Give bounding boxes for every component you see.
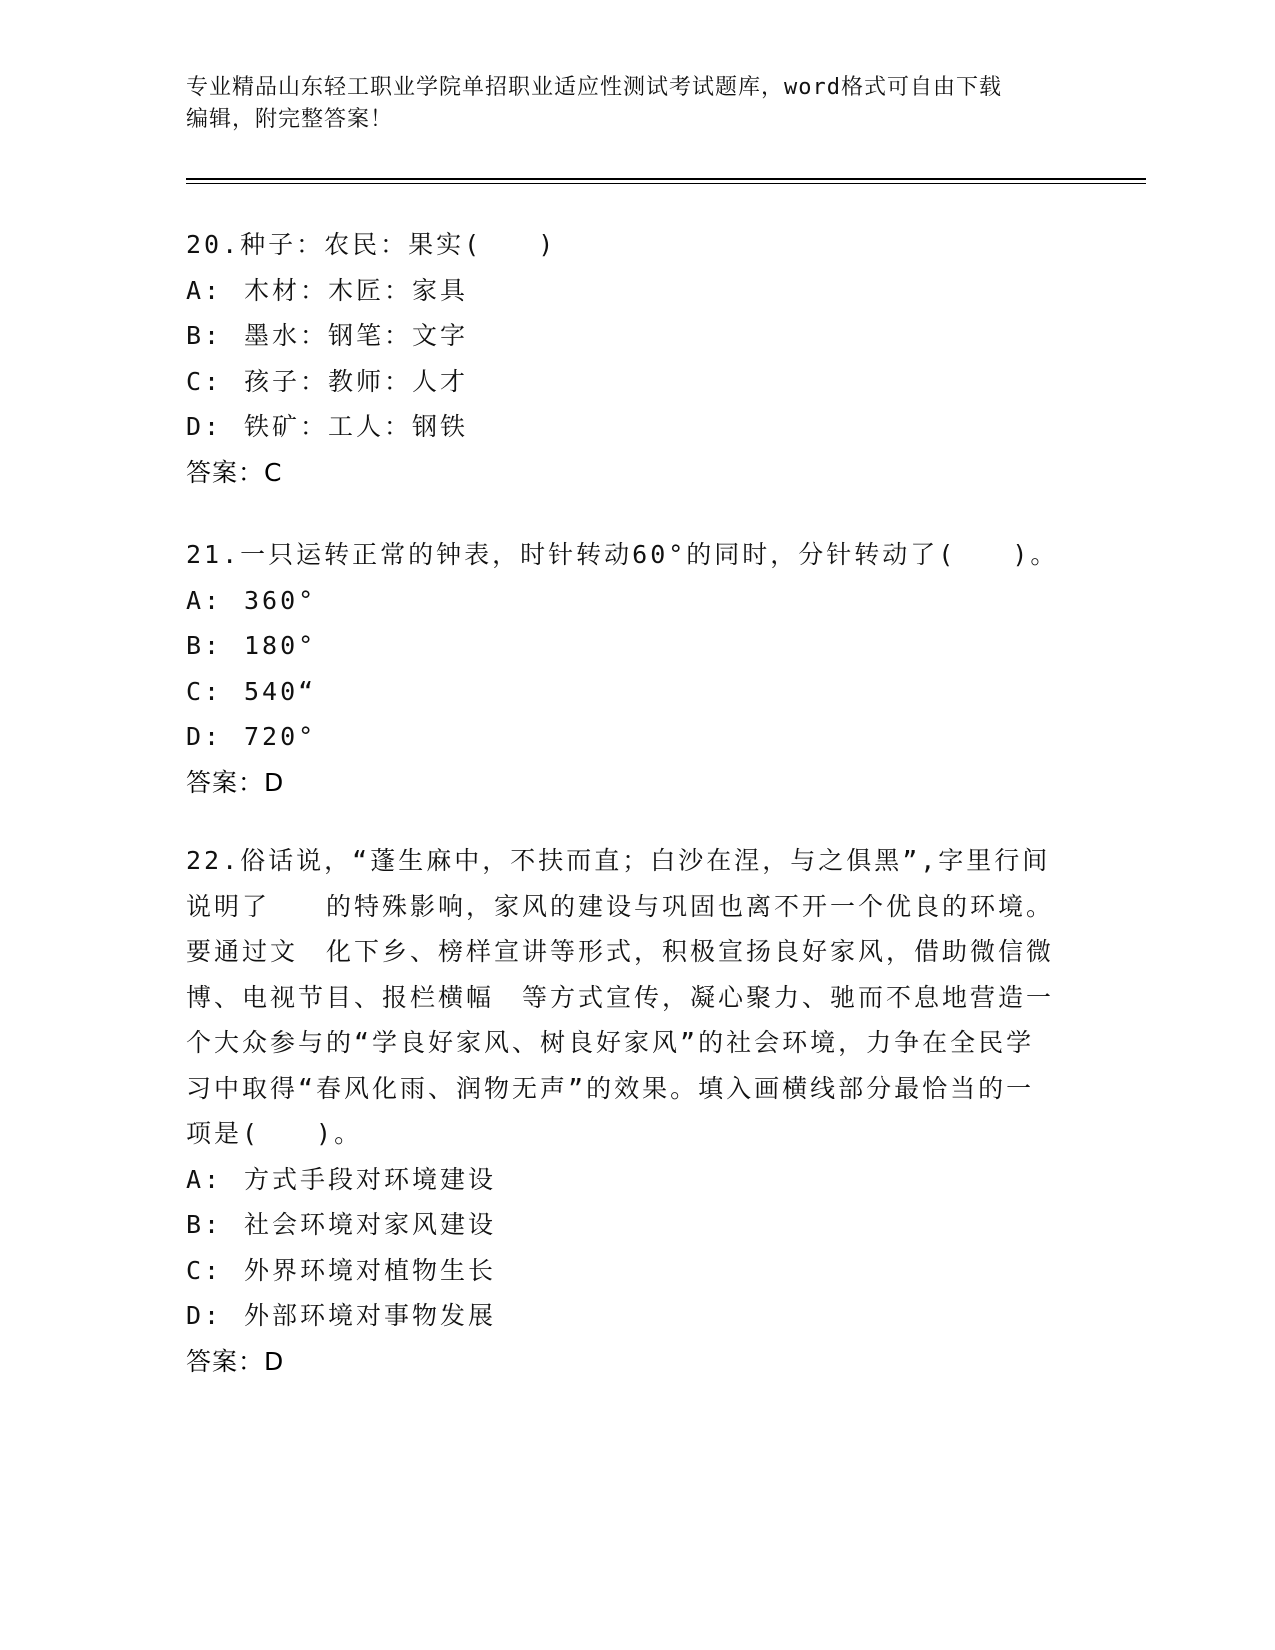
option-key: D: — [186, 722, 223, 751]
option-d — [186, 714, 1086, 760]
option-b — [186, 623, 1086, 669]
option-c — [186, 1248, 1061, 1294]
option-text: 360° — [244, 585, 317, 615]
option-d — [186, 404, 1086, 450]
option-key: B: — [186, 631, 223, 660]
option-key: C: — [186, 676, 223, 706]
answer-line: 答案：D — [186, 1346, 285, 1376]
option-d — [186, 1293, 1061, 1339]
option-key: C: — [186, 1255, 223, 1285]
question-text: 22.俗话说，“蓬生麻中，不扶而直；白沙在涅，与之俱黑”,字里行间说明了 的特殊影响，家风的建设与巩固也离不开一个优良的环境。要通过文 化下乡、榜样宣讲等形式，积极宣扬良好家风，借助微信微博、电视节目、报栏横幅 等方式宣传，凝心聚力、驰而不息地营造一个大众参与的“学良好家风、树良好家风”的社会环境，力争在全民学习中取得“春风化雨、润物无声”的效果。填入画横线部分最恰当的一项是( )。 — [186, 846, 1055, 1148]
option-c — [186, 359, 1086, 405]
option-text: 方式手段对环境建设 — [244, 1164, 497, 1194]
option-key: B: — [186, 321, 223, 350]
header-line-1: 专业精品山东轻工职业学院单招职业适应性测试考试题库，word格式可自由下载 — [186, 75, 1002, 100]
option-key: A: — [186, 1164, 223, 1194]
option-key: D: — [186, 412, 223, 441]
answer-line: 答案：C — [186, 457, 283, 487]
option-key: D: — [186, 1301, 223, 1330]
option-key: A: — [186, 585, 223, 615]
question-text: 21.一只运转正常的钟表，时针转动60°的同时，分针转动了( )。 — [186, 540, 1059, 569]
option-text: 社会环境对家风建设 — [244, 1210, 497, 1239]
option-text: 180° — [244, 631, 317, 660]
option-text: 孩子：教师：人才 — [244, 366, 469, 396]
option-text: 540“ — [244, 676, 317, 706]
answer-line: 答案：D — [186, 767, 285, 797]
option-text: 外部环境对事物发展 — [244, 1301, 497, 1330]
option-a — [186, 268, 1086, 314]
option-text: 外界环境对植物生长 — [244, 1255, 497, 1285]
option-text: 墨水：钢笔：文字 — [244, 321, 469, 350]
option-a — [186, 1157, 1061, 1203]
header-divider-thin — [186, 183, 1146, 184]
option-key: B: — [186, 1210, 223, 1239]
option-key: A: — [186, 275, 223, 305]
option-b — [186, 1202, 1061, 1248]
question-20 — [186, 222, 1086, 495]
option-text: 铁矿：工人：钢铁 — [244, 412, 469, 441]
header-divider — [186, 178, 1146, 180]
question-22 — [186, 838, 1061, 1384]
question-text: 20.种子：农民：果实( ) — [186, 230, 557, 259]
header-line-2: 编辑，附完整答案！ — [186, 107, 394, 132]
option-c — [186, 669, 1086, 715]
option-b — [186, 313, 1086, 359]
option-key: C: — [186, 366, 223, 396]
option-a — [186, 578, 1086, 624]
option-text: 720° — [244, 722, 317, 751]
question-21 — [186, 532, 1086, 805]
option-text: 木材：木匠：家具 — [244, 275, 469, 305]
document-header — [186, 72, 1086, 136]
